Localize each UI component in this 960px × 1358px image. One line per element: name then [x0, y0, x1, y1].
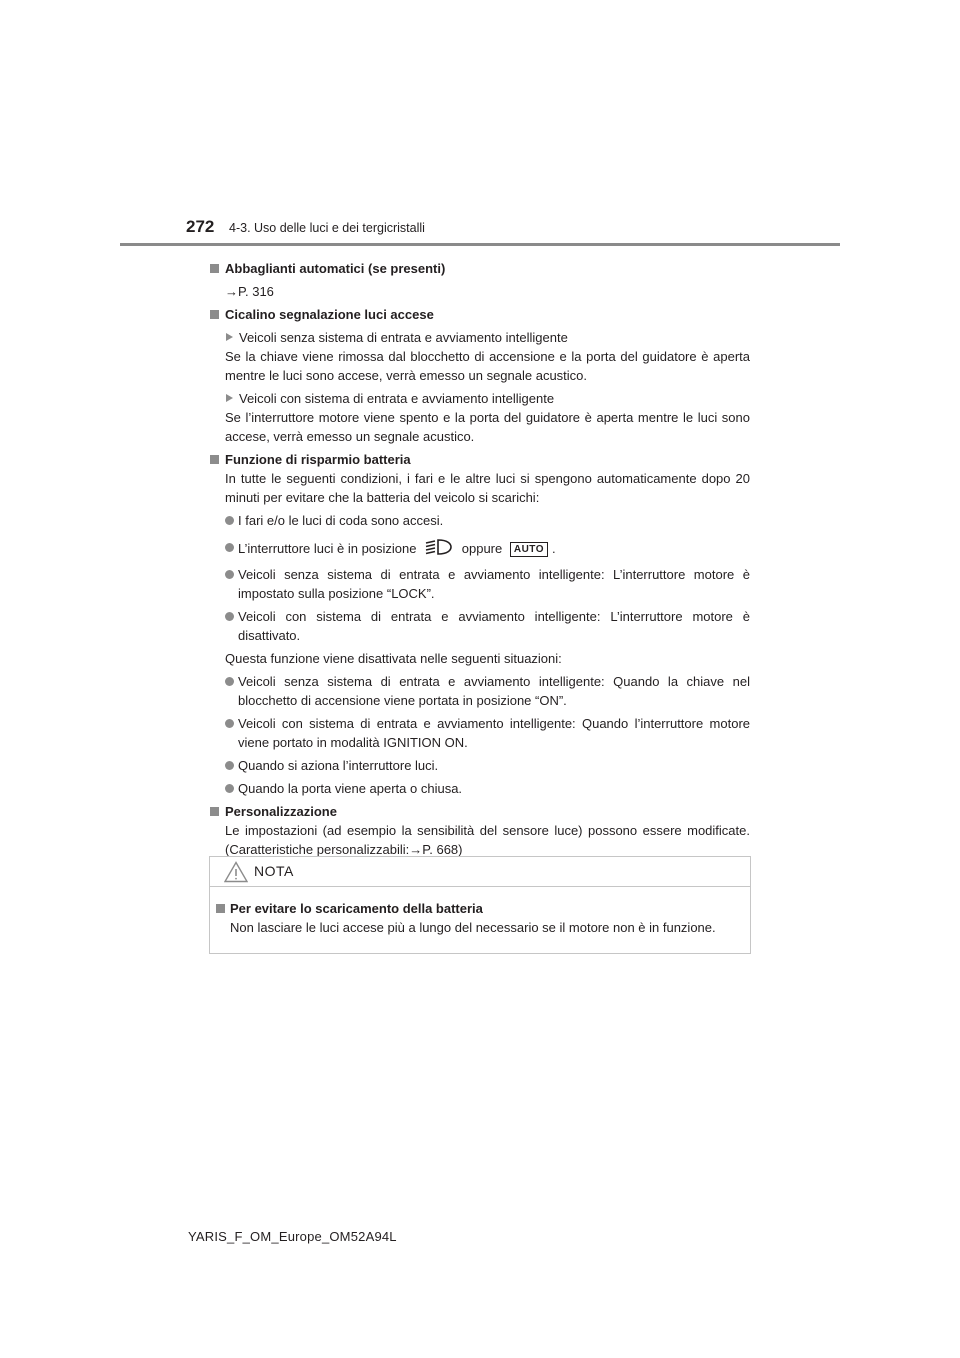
- subheading-without-smart-entry: Veicoli senza sistema di entrata e avviamento intelligente: [209, 328, 750, 347]
- battery-saver-intro: In tutte le seguenti condizioni, i fari e le altre luci si spengono automaticamente dopo 20 minuti per evitare che la batteria del veicolo si scarichi:: [225, 471, 750, 505]
- bullet-switch-position: [209, 538, 750, 561]
- bullet-lights-on: I fari e/o le luci di coda sono accesi.: [209, 511, 750, 530]
- nota-box: [209, 856, 751, 954]
- auto-position-label: AUTO: [510, 542, 548, 557]
- document-code: YARIS_F_OM_Europe_OM52A94L: [188, 1229, 397, 1244]
- bullet-engine-off: Veicoli con sistema di entrata e avviamento intelligente: L’interruttore motore è disattivato.: [209, 607, 750, 645]
- nota-text: Non lasciare le luci accese più a lungo del necessario se il motore non è in funzione.: [230, 920, 716, 935]
- switch-position-text: L’interruttore luci è in posizione: [238, 540, 417, 556]
- nota-label: NOTA: [254, 863, 294, 879]
- page-content: [209, 255, 750, 859]
- nota-body: [210, 899, 750, 937]
- nota-heading: Per evitare lo scaricamento della batteria: [210, 899, 750, 918]
- bullet-door-opened-closed: Quando la porta viene aperta o chiusa.: [209, 779, 750, 798]
- bullet-ignition-on: Veicoli con sistema di entrata e avviamento intelligente: Quando l’interruttore motore viene portato in modalità IGNITION ON.: [209, 714, 750, 752]
- page-reference: →P. 316: [225, 284, 274, 299]
- bullet-light-switch-operated: Quando si aziona l’interruttore luci.: [209, 756, 750, 775]
- heading-customization: Personalizzazione: [209, 802, 750, 821]
- nota-header: [210, 857, 750, 887]
- paragraph-without-smart-entry: Se la chiave viene rimossa dal blocchetto di accensione e la porta del guidatore è aperta mentre le luci sono accese, verrà emesso un segnale acustico.: [225, 349, 750, 383]
- heading-lights-on-buzzer: Cicalino segnalazione luci accese: [209, 305, 750, 324]
- headlight-low-beam-icon: [424, 538, 454, 561]
- heading-auto-high-beam: Abbaglianti automatici (se presenti): [209, 259, 750, 278]
- subheading-with-smart-entry: Veicoli con sistema di entrata e avviamento intelligente: [209, 389, 750, 408]
- or-text: oppure: [461, 540, 503, 556]
- customization-text: Le impostazioni (ad esempio la sensibilità del sensore luce) possono essere modificate. (Caratteristiche personalizzabili:→P. 668): [225, 823, 750, 857]
- bullet-lock-position: Veicoli senza sistema di entrata e avviamento intelligente: L’interruttore motore è impostato sulla posizione “LOCK”.: [209, 565, 750, 603]
- warning-triangle-icon: [224, 861, 248, 888]
- deactivation-intro: Questa funzione viene disattivata nelle seguenti situazioni:: [225, 651, 562, 666]
- running-header: 4-3. Uso delle luci e dei tergicristalli: [229, 221, 425, 235]
- header-rule: [120, 243, 840, 246]
- paragraph-with-smart-entry: Se l’interruttore motore viene spento e la porta del guidatore è aperta mentre le luci sono accese, verrà emesso un segnale acustico.: [225, 410, 750, 444]
- heading-battery-saver: Funzione di risparmio batteria: [209, 450, 750, 469]
- bullet-key-on: Veicoli senza sistema di entrata e avviamento intelligente: Quando la chiave nel blocchetto di accensione viene portata in posizione “ON”.: [209, 672, 750, 710]
- page-number: 272: [186, 217, 215, 236]
- period: .: [552, 540, 556, 556]
